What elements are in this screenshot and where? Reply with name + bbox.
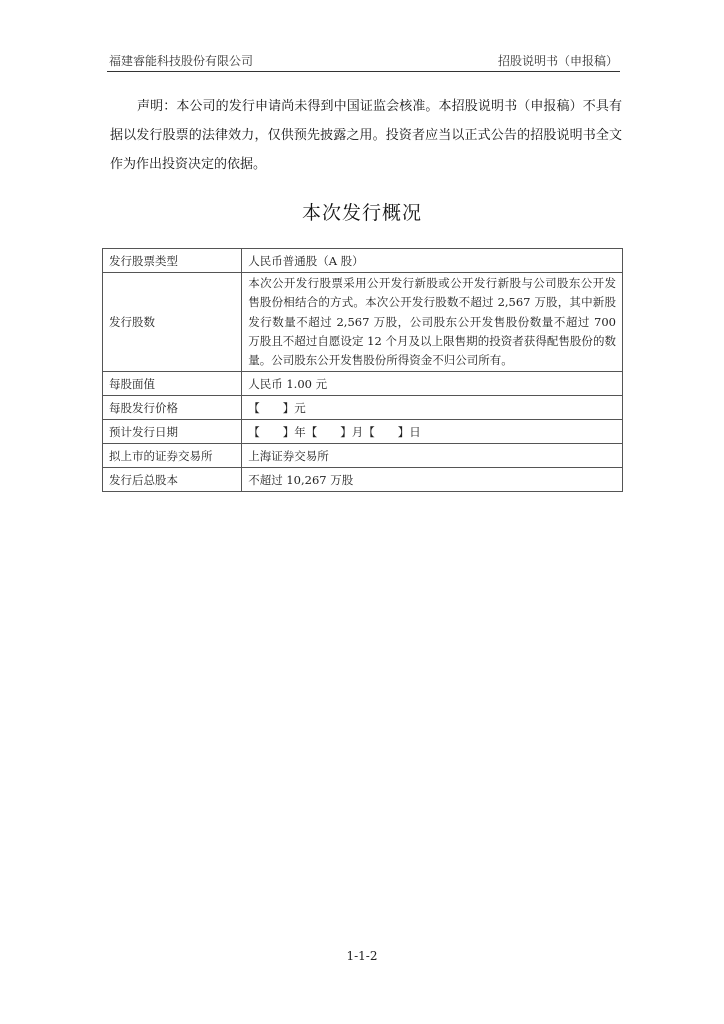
row-label: 发行股票类型 <box>103 249 242 273</box>
row-value: 【 】年【 】月【 】日 <box>242 420 623 444</box>
table-row <box>103 420 623 444</box>
issuance-overview-table <box>102 248 623 492</box>
disclaimer-statement: 声明：本公司的发行申请尚未得到中国证监会核准。本招股说明书（申报稿）不具有据以发行股票的法律效力，仅供预先披露之用。投资者应当以正式公告的招股说明书全文作为作出投资决定的依据。 <box>110 99 622 172</box>
row-label: 预计发行日期 <box>103 420 242 444</box>
company-name: 福建睿能科技股份有限公司 <box>109 54 254 68</box>
row-value: 不超过 10,267 万股 <box>242 468 623 492</box>
row-label: 发行股数 <box>103 273 242 372</box>
table-row <box>103 468 623 492</box>
row-value: 人民币 1.00 元 <box>242 372 623 396</box>
row-label: 每股面值 <box>103 372 242 396</box>
row-value: 【 】元 <box>242 396 623 420</box>
table-row <box>103 396 623 420</box>
row-value: 人民币普通股（A 股） <box>242 249 623 273</box>
row-value: 上海证券交易所 <box>242 444 623 468</box>
table-row <box>103 372 623 396</box>
page-header <box>107 49 620 72</box>
row-label: 拟上市的证券交易所 <box>103 444 242 468</box>
table-row <box>103 249 623 273</box>
table-row <box>103 444 623 468</box>
page-number: 1-1-2 <box>346 949 378 963</box>
row-label: 发行后总股本 <box>103 468 242 492</box>
row-value: 本次公开发行股票采用公开发行新股或公开发行新股与公司股东公开发售股份相结合的方式。本次公开发行股数不超过 2,567 万股，其中新股发行数量不超过 2,567 万股，公司股东公开发售股份数量不超过 700 万股且不超过自愿设定 12 个月及以上限售期的投资者获得配售股份的数量。公司股东公开发售股份所得资金不归公司所有。 <box>242 273 623 372</box>
document-type: 招股说明书（申报稿） <box>497 54 618 68</box>
page-title: 本次发行概况 <box>301 202 422 224</box>
row-label: 每股发行价格 <box>103 396 242 420</box>
table-row <box>103 273 623 372</box>
